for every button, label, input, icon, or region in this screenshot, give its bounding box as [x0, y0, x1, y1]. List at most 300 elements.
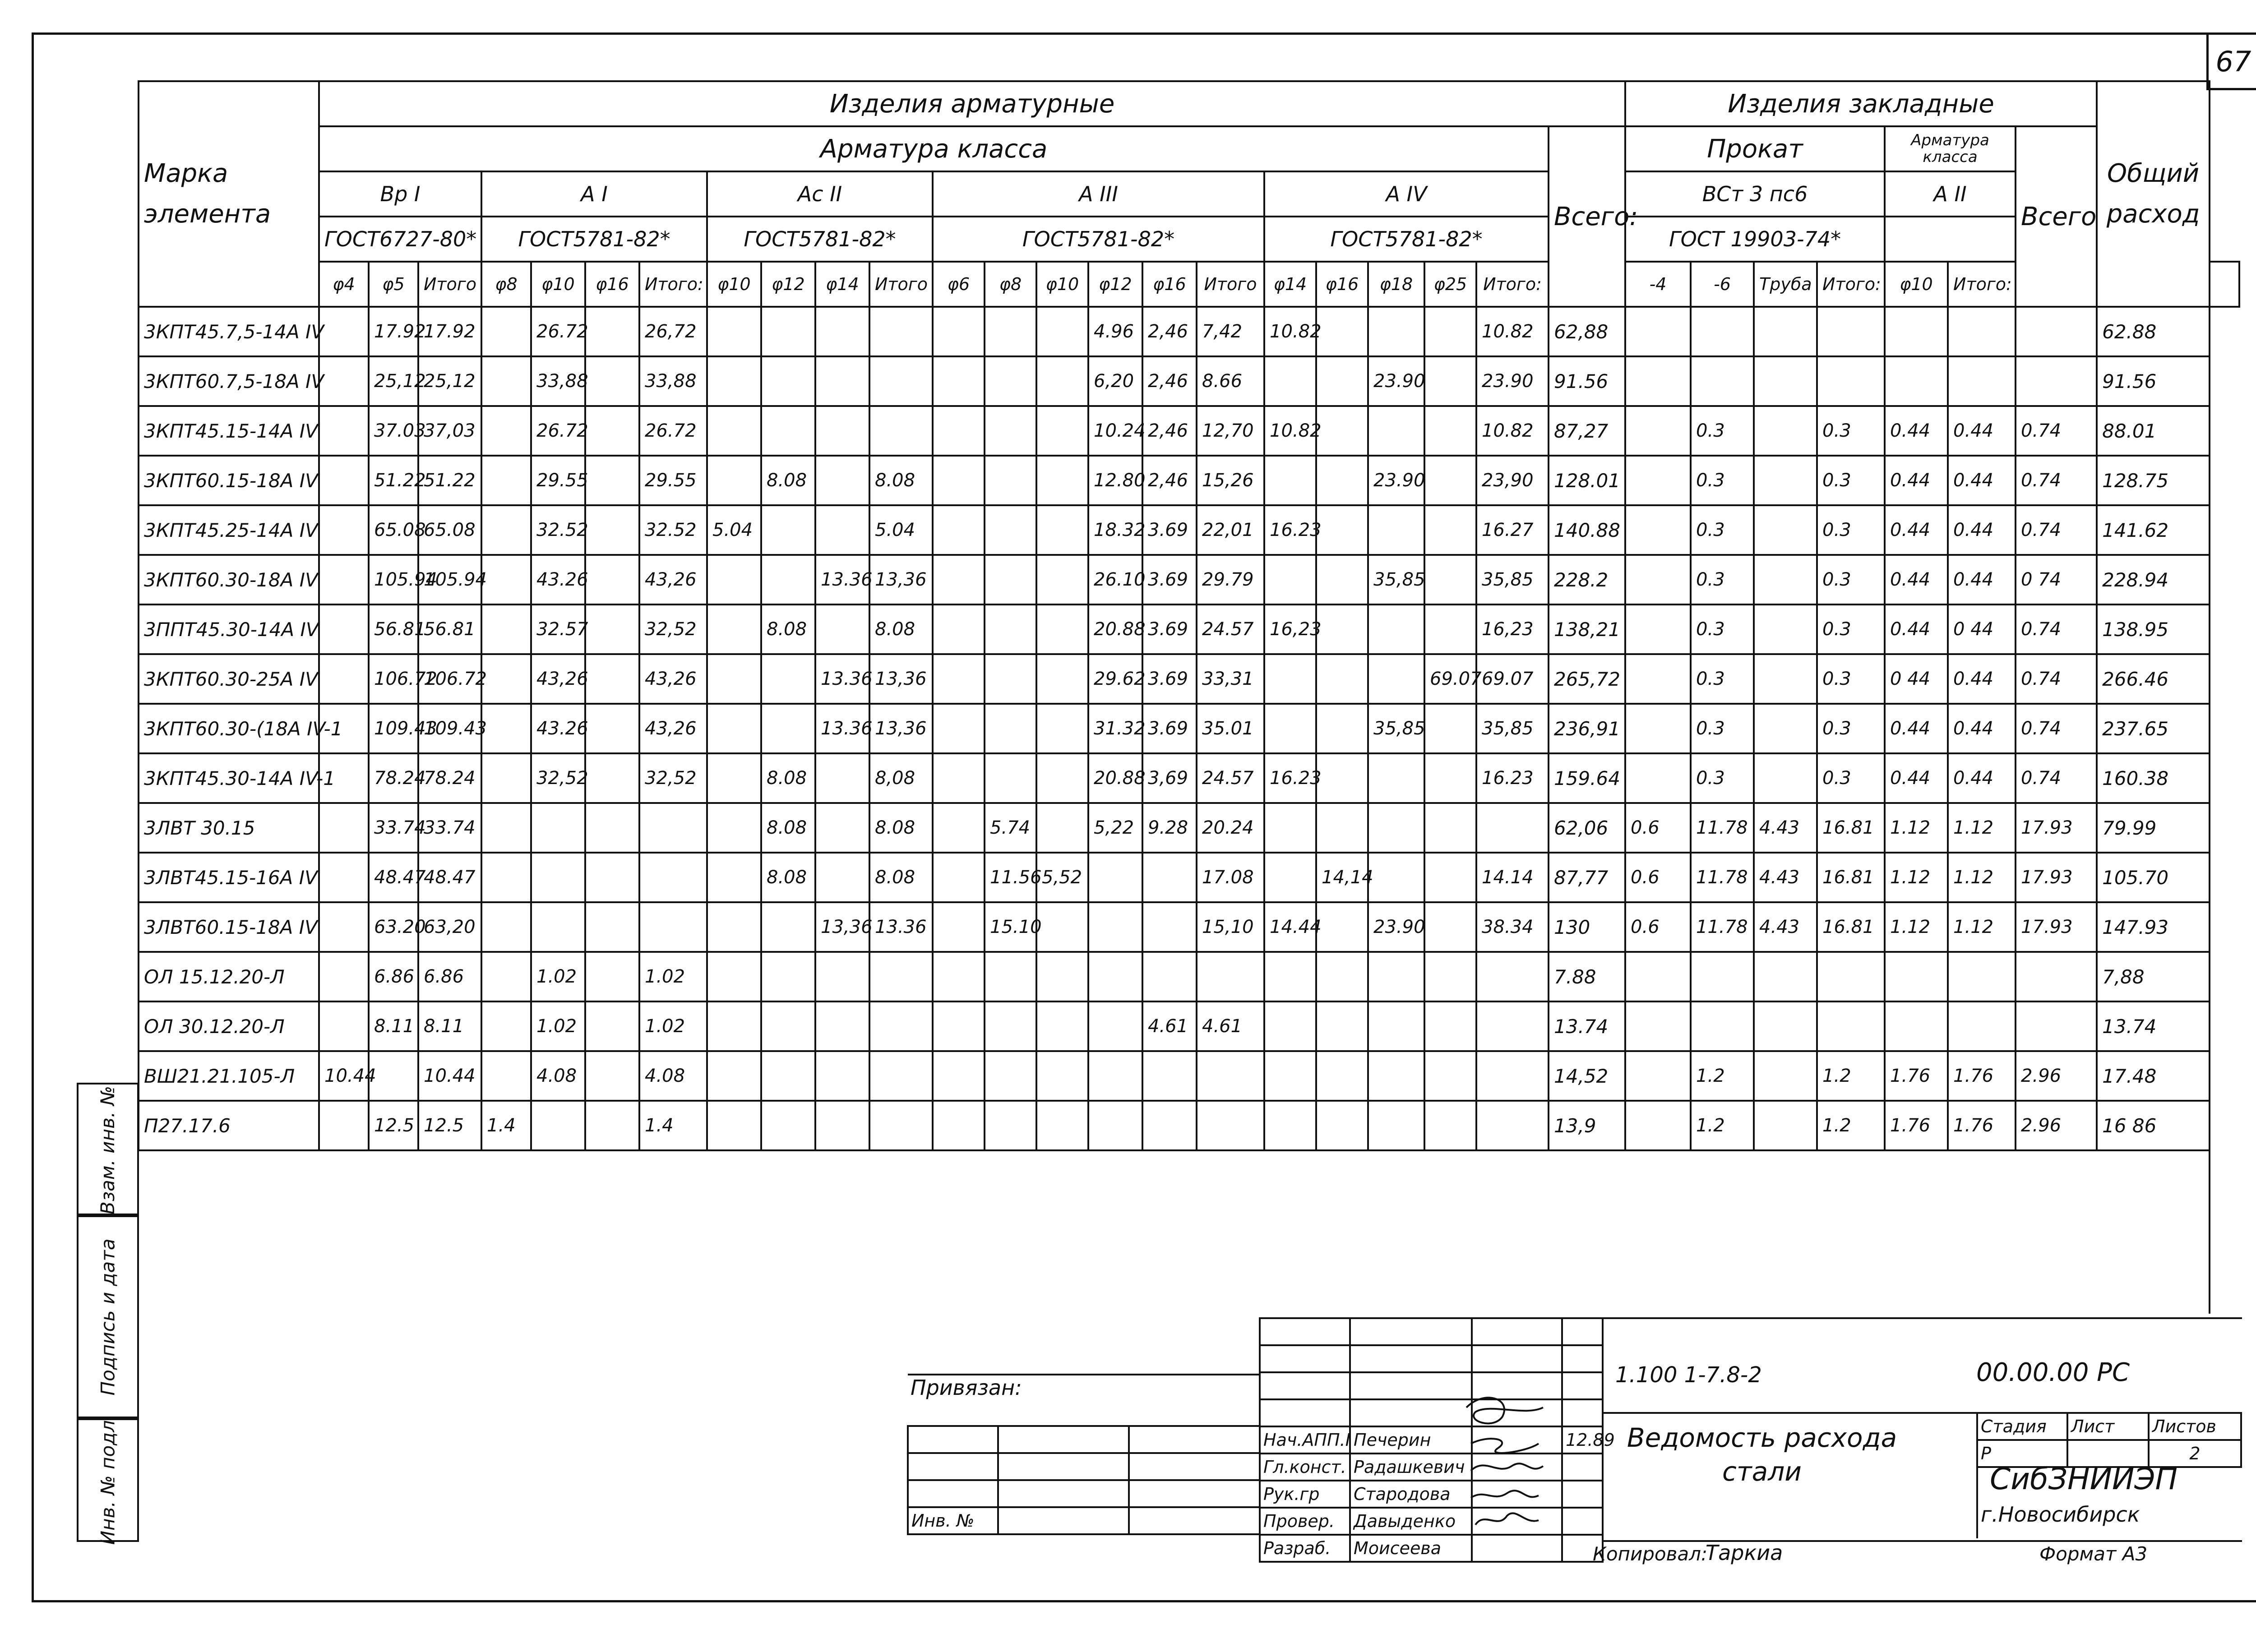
table-row	[139, 505, 2239, 555]
row-cell	[1368, 654, 1424, 704]
class-vr1: Вр I	[319, 171, 481, 217]
row-cell: 12,70	[1197, 406, 1264, 456]
row-cell: 20.88	[1088, 605, 1142, 654]
row-cell: 1.12	[1948, 803, 2016, 853]
row-cell: 16.23	[1264, 753, 1316, 803]
row-cell: 0.3	[1691, 704, 1754, 753]
role-2: Рук.гр	[1260, 1481, 1350, 1508]
row-mark: 3КПТ60.7,5-18А IV	[139, 356, 319, 406]
row-cell	[2016, 307, 2097, 356]
row-cell	[585, 555, 639, 605]
row-cell	[1625, 307, 1691, 356]
row-cell: 8.08	[869, 853, 933, 902]
row-cell	[1424, 356, 1476, 406]
row-cell: 4.43	[1754, 902, 1817, 952]
row-cell: 10.24	[1088, 406, 1142, 456]
row-cell: 105.94	[418, 555, 481, 605]
row-cell: 3.69	[1142, 555, 1197, 605]
row-cell	[1197, 1051, 1264, 1101]
row-cell	[707, 952, 761, 1001]
subcol-header: φ4	[319, 262, 369, 307]
row-cell	[1036, 902, 1088, 952]
row-cell: 1.2	[1817, 1051, 1885, 1101]
row-cell	[1036, 1101, 1088, 1150]
row-cell: 128.75	[2097, 456, 2210, 505]
row-cell: 22,01	[1197, 505, 1264, 555]
row-cell: 15.10	[985, 902, 1036, 952]
row-cell: 13,36	[869, 555, 933, 605]
row-cell	[481, 555, 531, 605]
row-cell	[639, 803, 707, 853]
row-cell	[2016, 952, 2097, 1001]
row-cell	[1625, 1101, 1691, 1150]
row-cell: 0.74	[2016, 605, 2097, 654]
row-cell: 13.74	[2097, 1001, 2210, 1051]
subcol-header: φ12	[1088, 262, 1142, 307]
row-cell: 1.12	[1885, 803, 1948, 853]
row-cell: 4.61	[1197, 1001, 1264, 1051]
subcol-header: φ16	[1316, 262, 1368, 307]
row-cell: 228.2	[1549, 555, 1625, 605]
row-cell: 16,23	[1264, 605, 1316, 654]
row-cell: 1.12	[1948, 902, 2016, 952]
row-cell: 106.72	[418, 654, 481, 704]
row-cell	[815, 1051, 869, 1101]
row-cell	[985, 605, 1036, 654]
row-cell: 160.38	[2097, 753, 2210, 803]
row-cell	[933, 406, 985, 456]
row-cell: 7,88	[2097, 952, 2210, 1001]
row-cell: 43,26	[639, 555, 707, 605]
row-cell	[1316, 902, 1368, 952]
row-cell: 16.27	[1476, 505, 1549, 555]
row-cell	[761, 505, 815, 555]
row-cell: 0.44	[1885, 605, 1948, 654]
subcol-header: φ8	[985, 262, 1036, 307]
row-cell: 3.69	[1142, 505, 1197, 555]
row-cell: 35,85	[1368, 555, 1424, 605]
subcol-header: Итого:	[1817, 262, 1885, 307]
row-cell: 236,91	[1549, 704, 1625, 753]
row-cell	[1754, 605, 1817, 654]
row-cell: 29.79	[1197, 555, 1264, 605]
row-cell: 11.78	[1691, 803, 1754, 853]
row-cell	[1316, 356, 1368, 406]
table-row	[139, 356, 2239, 406]
row-cell	[985, 704, 1036, 753]
row-cell	[1316, 406, 1368, 456]
row-cell: 8.66	[1197, 356, 1264, 406]
row-cell: 0.3	[1691, 456, 1754, 505]
table-row	[139, 753, 2239, 803]
row-cell	[585, 356, 639, 406]
subcol-header: φ18	[1368, 262, 1424, 307]
row-cell	[1625, 605, 1691, 654]
row-cell	[585, 902, 639, 952]
subcol-header: φ5	[369, 262, 418, 307]
row-cell: 26.72	[531, 307, 585, 356]
row-cell: 0.3	[1691, 406, 1754, 456]
row-cell	[1754, 952, 1817, 1001]
copied-signature: Таркиа	[1706, 1541, 1783, 1565]
row-cell: 11.56	[985, 853, 1036, 902]
gost-a1: ГОСТ5781-82*	[481, 217, 707, 262]
row-cell	[815, 853, 869, 902]
row-cell	[1424, 1001, 1476, 1051]
row-cell: 7.88	[1549, 952, 1625, 1001]
row-cell	[1368, 753, 1424, 803]
row-cell	[1264, 1051, 1316, 1101]
row-cell: 13,36	[815, 902, 869, 952]
row-cell	[319, 902, 369, 952]
row-cell: 24.57	[1197, 753, 1264, 803]
row-cell	[761, 654, 815, 704]
row-cell	[761, 406, 815, 456]
row-cell	[481, 456, 531, 505]
row-cell: 105.94	[369, 555, 418, 605]
row-cell	[1368, 1101, 1424, 1150]
col-mark-header: Марка элемента	[139, 81, 319, 307]
row-cell: 26.72	[639, 406, 707, 456]
row-mark: П27.17.6	[139, 1101, 319, 1150]
row-cell	[1088, 1001, 1142, 1051]
row-cell: 35,85	[1476, 704, 1549, 753]
row-cell: 12.5	[369, 1101, 418, 1150]
row-cell: 138.95	[2097, 605, 2210, 654]
row-cell	[933, 456, 985, 505]
row-cell	[869, 952, 933, 1001]
row-cell: 1.02	[639, 952, 707, 1001]
row-cell: 0.44	[1948, 555, 2016, 605]
row-cell: 13,36	[869, 704, 933, 753]
row-cell: 8.08	[761, 853, 815, 902]
row-cell: 10.44	[418, 1051, 481, 1101]
row-mark: 3КПТ60.30-25А IV	[139, 654, 319, 704]
row-cell: 0.74	[2016, 753, 2097, 803]
table-row	[139, 853, 2239, 902]
row-cell	[1036, 1001, 1088, 1051]
subcol-header: Итого	[418, 262, 481, 307]
row-cell: 51.22	[418, 456, 481, 505]
row-cell: 0.3	[1817, 654, 1885, 704]
row-cell	[531, 803, 585, 853]
row-cell: 3,69	[1142, 753, 1197, 803]
row-cell	[481, 1051, 531, 1101]
row-cell: 0 44	[1885, 654, 1948, 704]
subcol-header: φ6	[933, 262, 985, 307]
class-ac2: Ac II	[707, 171, 933, 217]
row-cell	[481, 952, 531, 1001]
row-cell: 12.5	[418, 1101, 481, 1150]
subcol-header: φ14	[815, 262, 869, 307]
row-cell	[933, 356, 985, 406]
side-stamp-signature-date: Подпись и дата	[77, 1214, 139, 1420]
page-number: 67	[2206, 32, 2256, 90]
row-cell	[869, 356, 933, 406]
row-cell: 37.03	[369, 406, 418, 456]
subcol-header: Итого:	[1476, 262, 1549, 307]
row-cell	[531, 902, 585, 952]
row-cell: 16.81	[1817, 803, 1885, 853]
row-cell: 23.90	[1476, 356, 1549, 406]
row-cell: 0 74	[2016, 555, 2097, 605]
row-cell: 4.61	[1142, 1001, 1197, 1051]
row-cell: 0.3	[1691, 605, 1754, 654]
row-cell: 16 86	[2097, 1101, 2210, 1150]
row-cell	[1476, 1001, 1549, 1051]
row-cell	[481, 406, 531, 456]
row-cell: 11.78	[1691, 902, 1754, 952]
row-cell: 15,26	[1197, 456, 1264, 505]
date: 12.89	[1562, 1426, 1603, 1454]
row-cell	[1817, 1001, 1885, 1051]
row-cell	[1754, 1101, 1817, 1150]
row-mark: ВШ21.21.105-Л	[139, 1051, 319, 1101]
row-cell	[1625, 704, 1691, 753]
row-cell	[481, 307, 531, 356]
row-cell	[1036, 952, 1088, 1001]
row-cell	[1691, 356, 1754, 406]
row-cell	[1264, 853, 1316, 902]
row-cell: 35,85	[1368, 704, 1424, 753]
gost-ac2: ГОСТ5781-82*	[707, 217, 933, 262]
row-cell	[761, 1001, 815, 1051]
table-row	[139, 555, 2239, 605]
row-cell: 65.08	[418, 505, 481, 555]
row-cell	[1368, 952, 1424, 1001]
row-cell	[707, 704, 761, 753]
row-cell	[1691, 307, 1754, 356]
row-cell	[1036, 555, 1088, 605]
row-cell: 35,85	[1476, 555, 1549, 605]
row-cell: 8.08	[761, 753, 815, 803]
row-cell: 17.08	[1197, 853, 1264, 902]
gost-vr1: ГОСТ6727-80*	[319, 217, 481, 262]
row-cell	[707, 555, 761, 605]
row-cell	[1476, 952, 1549, 1001]
subcol-header: φ12	[761, 262, 815, 307]
row-cell	[319, 555, 369, 605]
row-cell	[531, 1101, 585, 1150]
row-cell: 0.44	[1885, 456, 1948, 505]
row-mark: 3КПТ60.30-18А IV	[139, 555, 319, 605]
row-cell: 29.55	[531, 456, 585, 505]
row-cell: 91.56	[1549, 356, 1625, 406]
row-cell: 0.3	[1691, 555, 1754, 605]
subcol-header: φ14	[1264, 262, 1316, 307]
row-cell	[815, 505, 869, 555]
row-cell: 0.44	[1885, 753, 1948, 803]
row-cell: 32,52	[531, 753, 585, 803]
row-cell: 48.47	[418, 853, 481, 902]
row-cell	[1476, 1101, 1549, 1150]
doc-title: Ведомость расхода стали	[1627, 1422, 1897, 1487]
reinf-class-header: Арматура класса	[319, 126, 1549, 171]
row-cell	[1424, 1101, 1476, 1150]
row-cell: 3.69	[1142, 654, 1197, 704]
subcol-header: φ16	[1142, 262, 1197, 307]
row-cell	[319, 406, 369, 456]
row-cell	[1424, 704, 1476, 753]
row-cell	[319, 356, 369, 406]
row-cell: 6.86	[418, 952, 481, 1001]
emb-reinf-class-header: Арматура класса	[1885, 126, 2016, 171]
row-cell: 1.76	[1885, 1051, 1948, 1101]
stage-label: Стадия	[1977, 1413, 2067, 1440]
row-cell	[319, 853, 369, 902]
row-cell	[319, 505, 369, 555]
row-cell	[1316, 952, 1368, 1001]
row-cell: 0.74	[2016, 704, 2097, 753]
row-cell: 4.08	[639, 1051, 707, 1101]
row-cell: 15,10	[1197, 902, 1264, 952]
row-cell: 56.81	[369, 605, 418, 654]
row-cell: 13.36	[815, 654, 869, 704]
row-cell: 1.2	[1817, 1101, 1885, 1150]
row-cell: 43.26	[531, 704, 585, 753]
row-cell	[1424, 952, 1476, 1001]
row-cell: 2,46	[1142, 356, 1197, 406]
row-cell: 16.23	[1476, 753, 1549, 803]
subcol-header: φ8	[481, 262, 531, 307]
row-cell: 10.82	[1476, 406, 1549, 456]
row-cell: 9.28	[1142, 803, 1197, 853]
row-cell: 8.11	[369, 1001, 418, 1051]
row-cell	[2016, 356, 2097, 406]
row-cell: 17.93	[2016, 803, 2097, 853]
row-cell	[585, 605, 639, 654]
row-cell: 32.52	[531, 505, 585, 555]
name-2: Стародова	[1350, 1481, 1472, 1508]
row-cell: 3.69	[1142, 704, 1197, 753]
row-cell	[585, 654, 639, 704]
row-cell	[1142, 952, 1197, 1001]
row-cell	[585, 456, 639, 505]
row-cell: 26.72	[531, 406, 585, 456]
row-cell: 33,31	[1197, 654, 1264, 704]
row-cell: 0.44	[1948, 704, 2016, 753]
row-cell	[1754, 456, 1817, 505]
row-cell	[531, 853, 585, 902]
row-cell: 78.24	[418, 753, 481, 803]
row-cell: 1.76	[1885, 1101, 1948, 1150]
row-cell	[1316, 753, 1368, 803]
row-cell	[933, 307, 985, 356]
row-cell	[481, 356, 531, 406]
row-cell	[1088, 952, 1142, 1001]
subcol-header: Итого	[1197, 262, 1264, 307]
class-a4: A IV	[1264, 171, 1549, 217]
row-cell	[707, 902, 761, 952]
row-cell: 17.92	[418, 307, 481, 356]
row-mark: 3КПТ60.15-18А IV	[139, 456, 319, 505]
row-cell	[1036, 505, 1088, 555]
row-cell	[1264, 1101, 1316, 1150]
emb-total-header: Всего	[2016, 126, 2097, 307]
row-cell: 0.3	[1817, 753, 1885, 803]
row-cell	[1754, 704, 1817, 753]
subcol-header: φ16	[585, 262, 639, 307]
row-cell	[1754, 356, 1817, 406]
row-cell: 29.55	[639, 456, 707, 505]
row-cell: 17.48	[2097, 1051, 2210, 1101]
sheets-label: Листов	[2149, 1413, 2241, 1440]
row-cell: 2,46	[1142, 406, 1197, 456]
row-cell	[1088, 1051, 1142, 1101]
subcol-header	[2210, 262, 2239, 307]
rolled-header: Прокат	[1625, 126, 1885, 171]
row-cell	[1316, 555, 1368, 605]
row-cell: 4.96	[1088, 307, 1142, 356]
row-cell	[815, 456, 869, 505]
side-stamp-replaced-inv: Взам. инв. №	[77, 1083, 139, 1217]
row-cell: 1.2	[1691, 1051, 1754, 1101]
row-cell	[933, 853, 985, 902]
row-cell: 105.70	[2097, 853, 2210, 902]
row-cell	[985, 1001, 1036, 1051]
inv-no-label: Инв. №	[908, 1507, 998, 1534]
row-cell: 147.93	[2097, 902, 2210, 952]
row-cell	[933, 952, 985, 1001]
row-cell: 16.81	[1817, 853, 1885, 902]
subcol-header: φ10	[1036, 262, 1088, 307]
row-cell: 0.3	[1691, 505, 1754, 555]
row-cell: 63,20	[418, 902, 481, 952]
row-cell: 1.76	[1948, 1051, 2016, 1101]
row-cell	[1625, 456, 1691, 505]
row-cell	[815, 1001, 869, 1051]
row-cell	[1264, 654, 1316, 704]
row-cell	[1817, 356, 1885, 406]
row-cell: 5.04	[707, 505, 761, 555]
row-cell	[1625, 406, 1691, 456]
gost-a3: ГОСТ5781-82*	[933, 217, 1264, 262]
row-cell: 8.08	[869, 803, 933, 853]
row-cell: 0.44	[1885, 406, 1948, 456]
row-cell: 5.74	[985, 803, 1036, 853]
row-cell: 1.02	[531, 952, 585, 1001]
row-cell: 8.08	[869, 456, 933, 505]
row-cell: 1.4	[481, 1101, 531, 1150]
row-cell: 0.3	[1817, 605, 1885, 654]
group-embedded-header: Изделия закладные	[1625, 81, 2097, 126]
subcol-header: φ25	[1424, 262, 1476, 307]
row-cell	[985, 952, 1036, 1001]
row-cell: 1.02	[639, 1001, 707, 1051]
row-cell: 0.74	[2016, 505, 2097, 555]
row-cell	[815, 307, 869, 356]
row-cell: 0.3	[1817, 406, 1885, 456]
table-row	[139, 654, 2239, 704]
row-cell	[1316, 1001, 1368, 1051]
row-cell: 25,12	[369, 356, 418, 406]
table-row	[139, 902, 2239, 952]
row-cell	[815, 356, 869, 406]
row-cell: 4.43	[1754, 803, 1817, 853]
row-cell	[1948, 307, 2016, 356]
row-cell: 0.3	[1817, 456, 1885, 505]
row-cell: 14,52	[1549, 1051, 1625, 1101]
row-cell	[1368, 307, 1424, 356]
row-mark: 3ЛВТ60.15-18А IV	[139, 902, 319, 952]
row-cell	[1264, 456, 1316, 505]
row-cell: 0.44	[1885, 555, 1948, 605]
row-cell	[761, 555, 815, 605]
row-cell	[481, 902, 531, 952]
row-cell	[761, 902, 815, 952]
col-grand-total-header: Общий расход	[2097, 81, 2210, 307]
row-cell	[1424, 406, 1476, 456]
